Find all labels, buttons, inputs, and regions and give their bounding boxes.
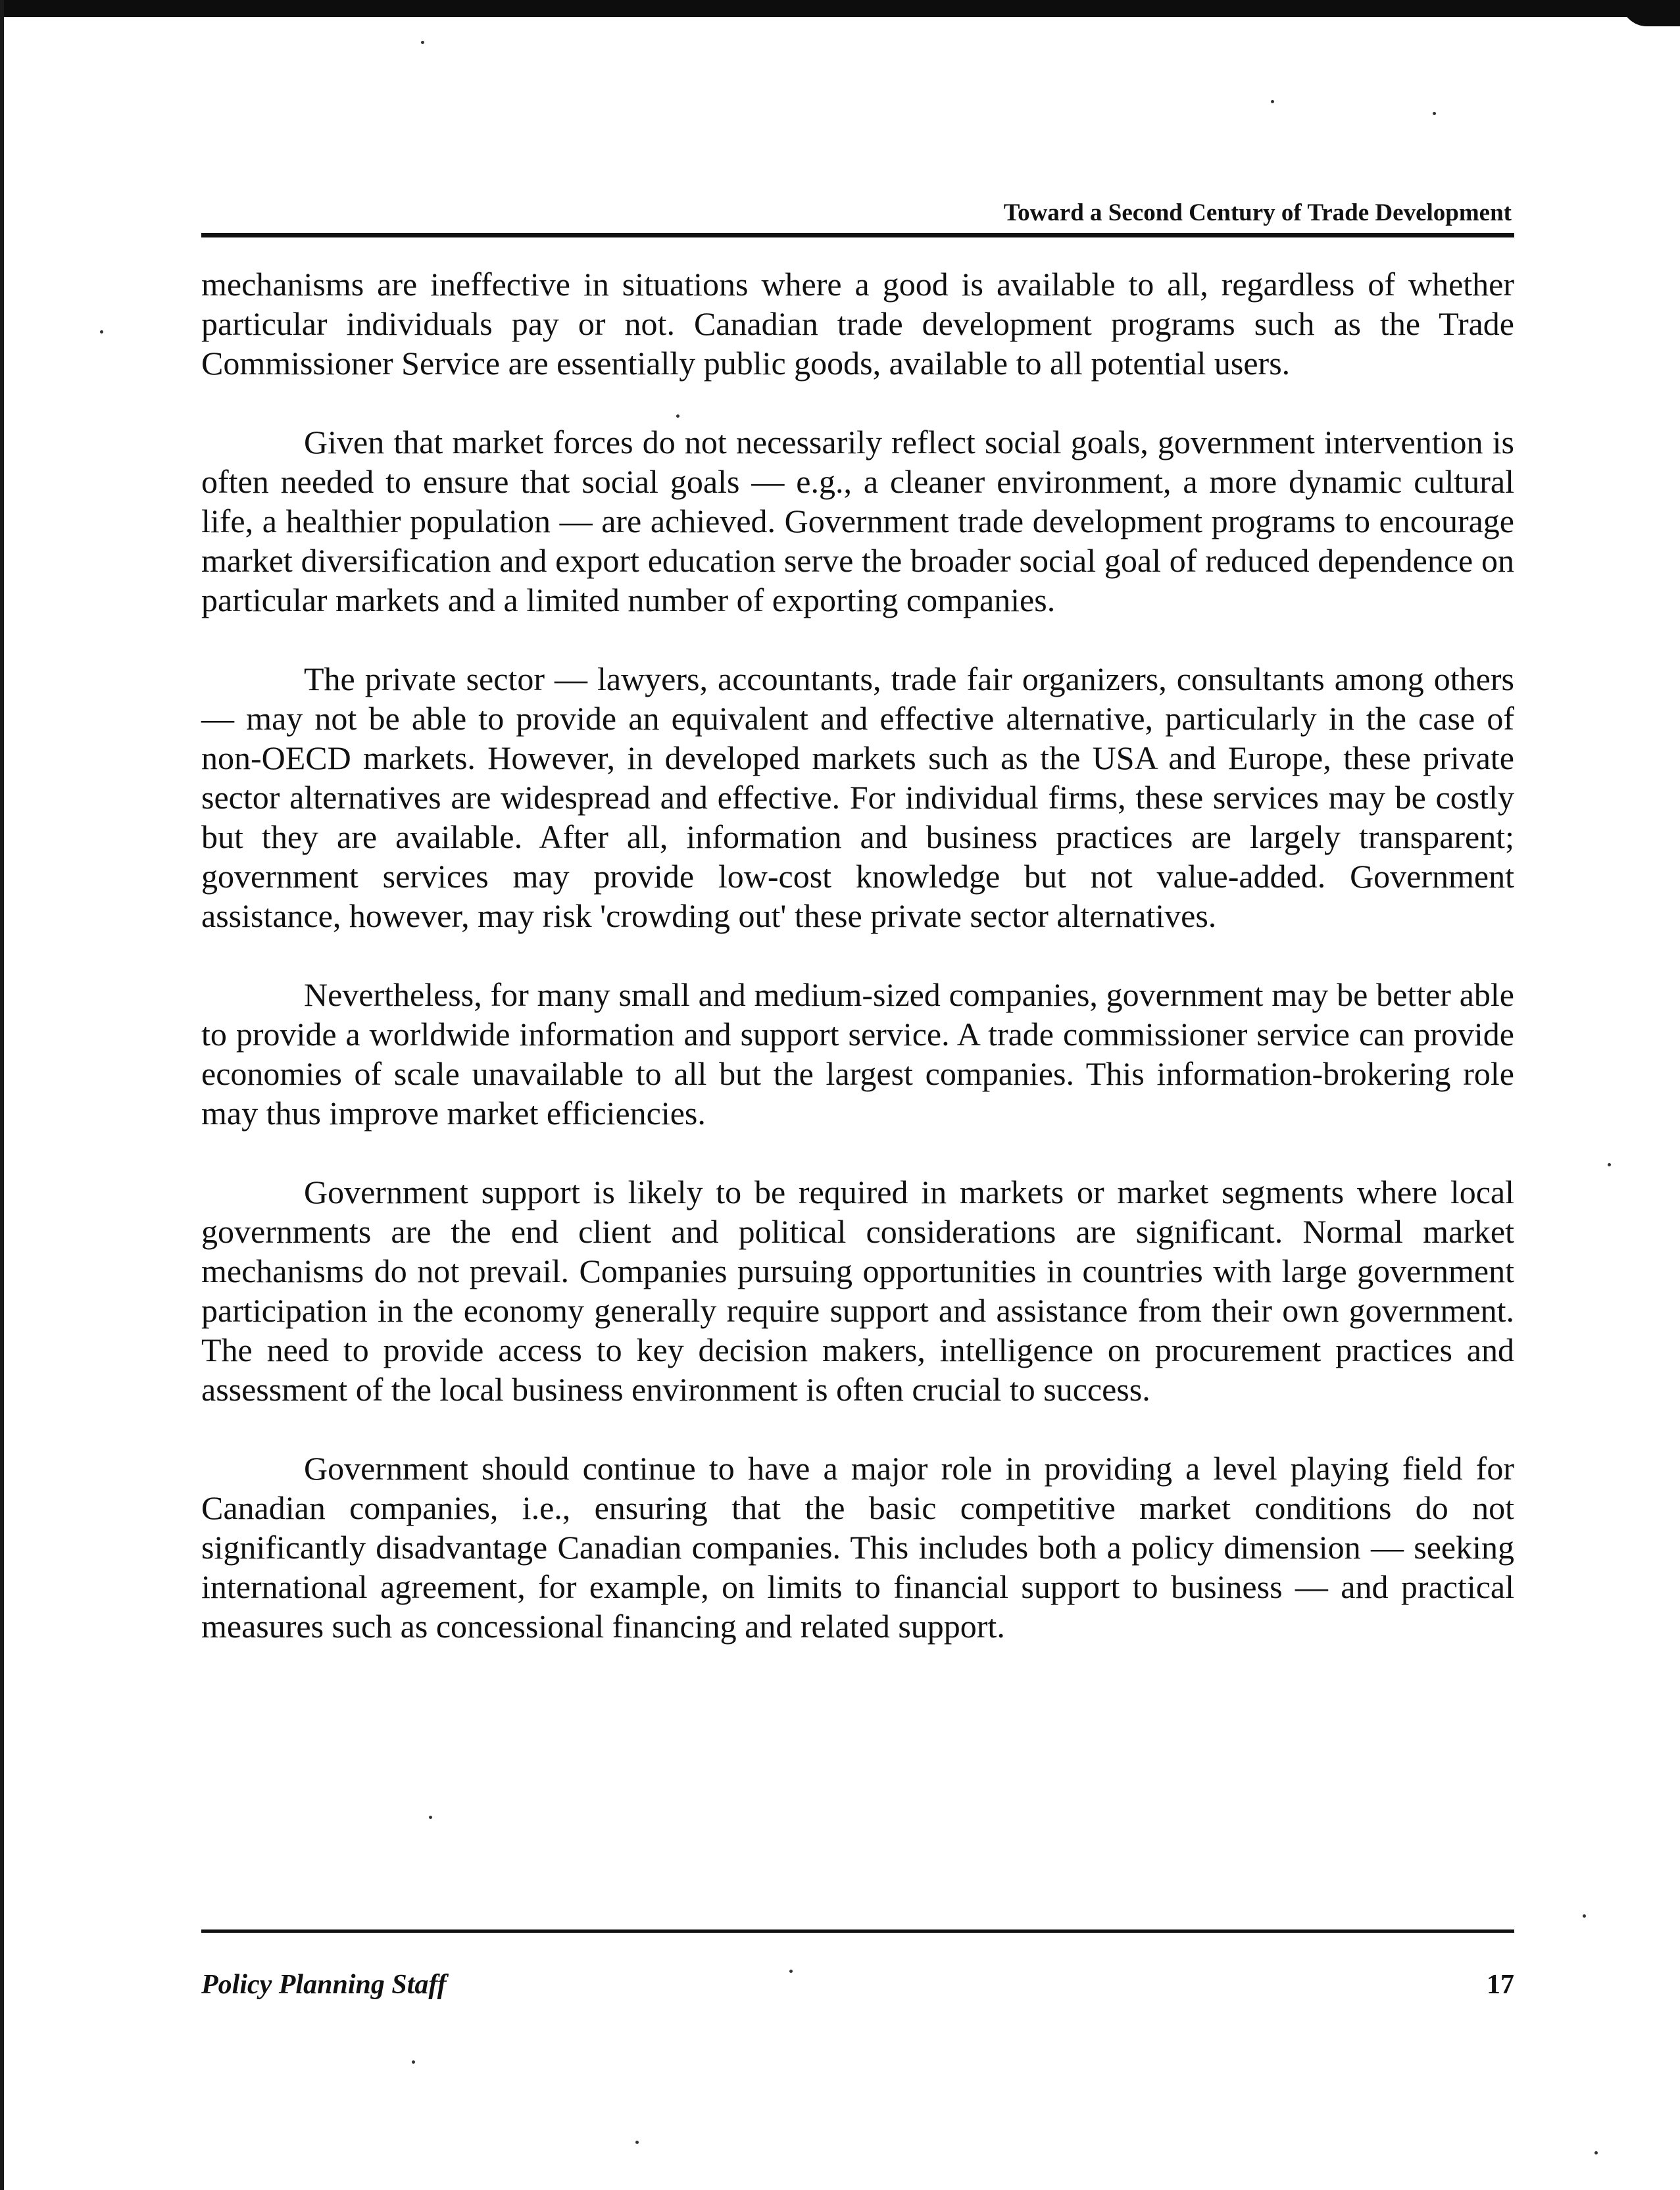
- scan-speck: [676, 414, 679, 418]
- footer-rule: [201, 1929, 1514, 1933]
- scan-speck: [635, 2141, 639, 2144]
- paragraph: Nevertheless, for many small and medium-sized companies, government may be better able to provide a worldwide information and support service. A trade commissioner service can provide economies of scale unavailable to all but the largest companies. This information-brokering role may thus improve market efficiencies.: [201, 976, 1514, 1132]
- running-header: Toward a Second Century of Trade Development: [1003, 199, 1512, 226]
- scan-speck: [1594, 2151, 1598, 2154]
- scan-speck: [1271, 100, 1274, 103]
- page-body: [201, 264, 1514, 1685]
- scan-speck: [412, 2060, 415, 2064]
- paragraph: The private sector — lawyers, accountants, trade fair organizers, consultants among others — may not be able to provide an equivalent and effective alternative, particularly in the case of non-OECD markets. However, in developed markets such as the USA and Europe, these private sector alternatives are widespread and effective. For individual firms, these services may be costly but they are available. After all, information and business practices are largely transparent; government services may provide low-cost knowledge but not value-added. Government assistance, however, may risk 'crowding out' these private sector alternatives.: [201, 660, 1514, 934]
- paragraph: Given that market forces do not necessarily reflect social goals, government intervention is often needed to ensure that social goals — e.g., a cleaner environment, a more dynamic cultural life, a healthier population — are achieved. Government trade development programs to encourage market diversification and export education serve the broader social goal of reduced dependence on particular markets and a limited number of exporting companies.: [201, 424, 1514, 618]
- scan-top-edge: [0, 0, 1680, 17]
- paragraph: Government support is likely to be required in markets or market segments where local governments are the end client and political considerations are significant. Normal market mechanisms do not prevail. Companies pursuing opportunities in countries with large government participation in the economy generally require support and assistance from their own government. The need to provide access to key decision makers, intelligence on procurement practices and assessment of the local business environment is often crucial to success.: [201, 1174, 1514, 1408]
- scan-corner-mark: [1621, 0, 1680, 26]
- scan-speck: [1583, 1914, 1586, 1918]
- paragraph: Government should continue to have a major role in providing a level playing field for Canadian companies, i.e., ensuring that the basic competitive market conditions do not significantly disadvantage Canadian companies. This includes both a policy dimension — seeking international agreement, for example, on limits to financial support to business — and practical measures such as concessional financing and related support.: [201, 1450, 1514, 1645]
- header-rule: [201, 233, 1514, 237]
- scan-speck: [1433, 112, 1436, 115]
- scan-left-edge: [0, 0, 4, 2190]
- scan-speck: [100, 330, 103, 334]
- scan-speck: [1608, 1163, 1611, 1166]
- scan-speck: [429, 1816, 432, 1819]
- page-number: 17: [1487, 1970, 1514, 2000]
- paragraph-continued: mechanisms are ineffective in situations where a good is available to all, regardless of whether particular individuals pay or not. Canadian trade development programs such as the Trade Commissioner Service are essentially public goods, available to all potential users.: [201, 266, 1514, 382]
- footer-publisher: Policy Planning Staff: [201, 1970, 447, 2000]
- scan-speck: [421, 41, 424, 44]
- scan-speck: [789, 1970, 793, 1973]
